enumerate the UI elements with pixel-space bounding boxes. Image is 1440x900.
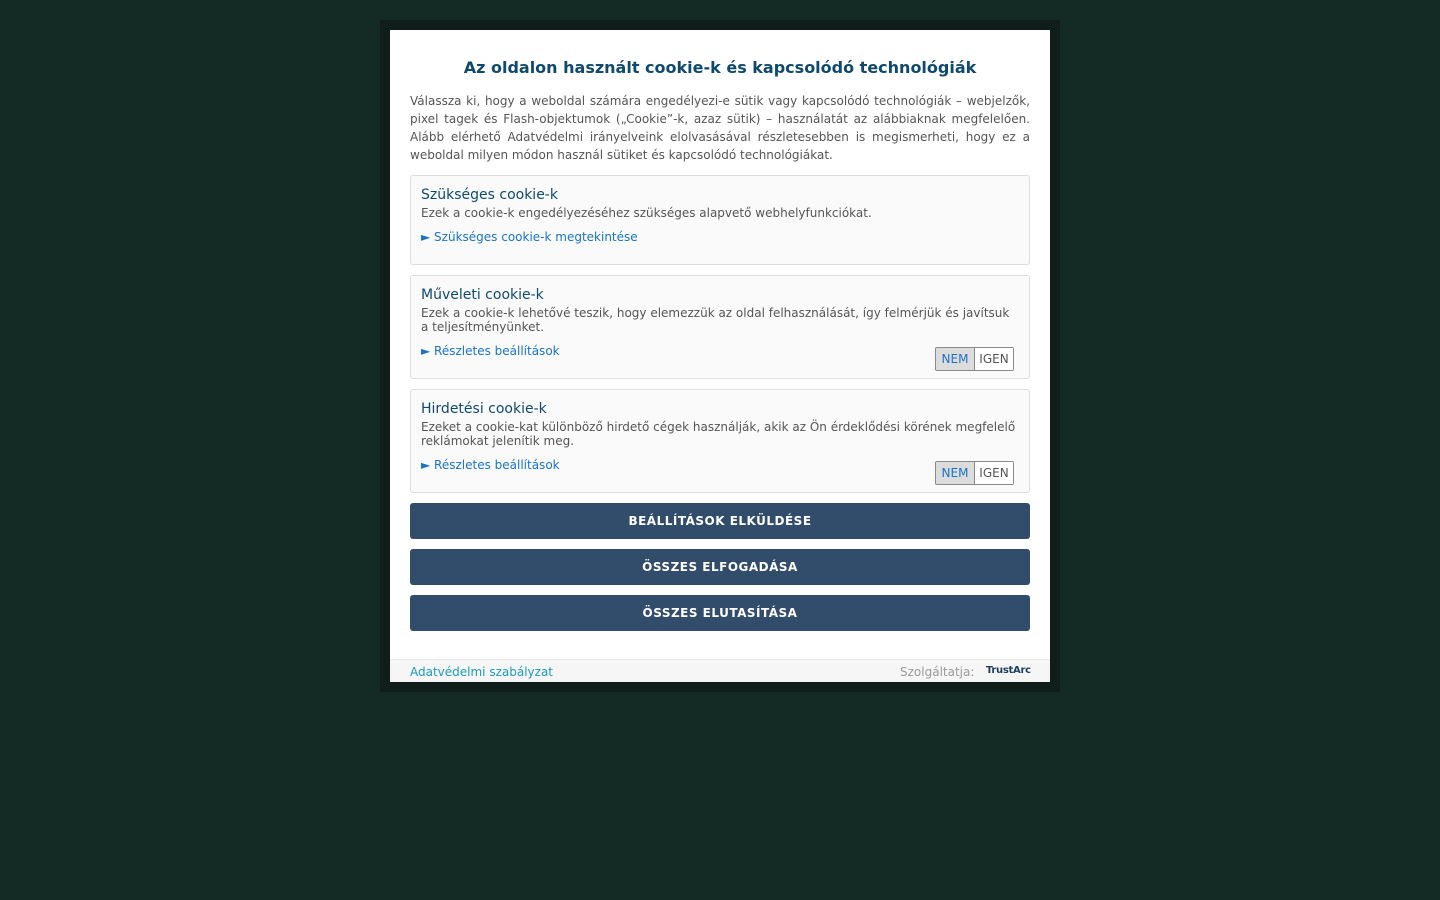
dialog-footer [390,659,1050,682]
section-description: Ezeket a cookie-kat különböző hirdető cégek használják, akik az Ön érdeklődési körének megfelelő reklámokat jelenítik meg. [421,420,1016,448]
section-title: Műveleti cookie-k [421,287,544,303]
cookie-consent-dialog [390,30,1050,682]
functional-detailed-settings-link[interactable]: ► Részletes beállítások [421,344,560,358]
toggle-yes-option[interactable]: IGEN [975,348,1013,370]
toggle-no-option[interactable]: NEM [936,462,975,484]
section-functional-cookies [410,275,1030,379]
section-title: Szükséges cookie-k [421,187,558,203]
privacy-policy-link[interactable]: Adatvédelmi szabályzat [410,665,553,679]
section-description: Ezek a cookie-k engedélyezéséhez szükséges alapvető webhelyfunkciókat. [421,206,872,220]
dialog-title: Az oldalon használt cookie-k és kapcsolódó technológiák [463,58,977,77]
powered-by-label: Szolgáltatja: [900,665,975,679]
section-necessary-cookies [410,175,1030,265]
functional-cookies-toggle[interactable] [935,347,1014,371]
accept-all-button[interactable]: ÖSSZES ELFOGADÁSA [410,549,1030,585]
submit-settings-button[interactable]: BEÁLLÍTÁSOK ELKÜLDÉSE [410,503,1030,539]
section-title: Hirdetési cookie-k [421,401,547,417]
advertising-detailed-settings-link[interactable]: ► Részletes beállítások [421,458,560,472]
dialog-intro-text: Válassza ki, hogy a weboldal számára engedélyezi-e sütik vagy kapcsolódó technológiák – webjelzők, pixel tagek és Flash-objektumok („Cookie”-k, azaz sütik) – használatát az alábbiaknak megfelelően. Alább elérhető Adatvédelmi irányelveink elolvasásával részletesebben is megismerheti, hogy ez a weboldal milyen módon használ sütiket és kapcsolódó technológiákat. [410,94,1030,162]
reject-all-button[interactable]: ÖSSZES ELUTASÍTÁSA [410,595,1030,631]
modal-overlay [380,20,1060,692]
section-description: Ezek a cookie-k lehetővé teszik, hogy elemezzük az oldal felhasználását, így felmérjük és javítsuk a teljesítményünket. [421,306,1010,334]
toggle-no-option[interactable]: NEM [936,348,975,370]
section-advertising-cookies [410,389,1030,493]
trustarc-logo: TrustArc [986,665,1031,676]
view-necessary-cookies-link[interactable]: ► Szükséges cookie-k megtekintése [421,230,638,244]
toggle-yes-option[interactable]: IGEN [975,462,1013,484]
advertising-cookies-toggle[interactable] [935,461,1014,485]
